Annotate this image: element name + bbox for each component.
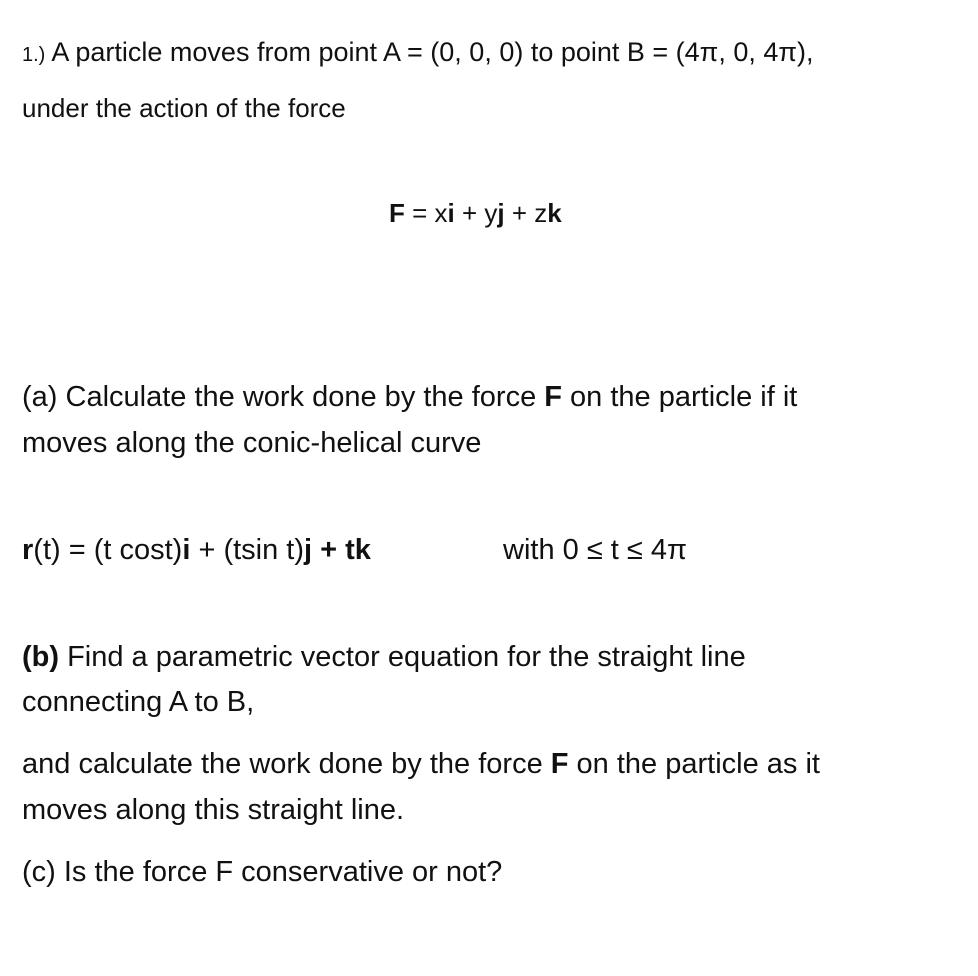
curve-unit-j: j (304, 534, 313, 566)
part-a-text-end: on the particle if it (562, 381, 798, 413)
part-b-line-3 (22, 747, 820, 781)
curve-equation (22, 533, 371, 567)
force-x-term: = x (404, 198, 448, 228)
part-c-question: (c) Is the force F conservative or not? (22, 856, 503, 888)
part-b-text: Find a parametric vector equation for the straight line (59, 641, 746, 673)
part-b-line-1 (22, 640, 746, 674)
part-a-line-2: moves along the conic-helical curve (22, 427, 482, 459)
parameter-range: with 0 ≤ t ≤ 4π (503, 534, 688, 566)
unit-i: i (447, 198, 455, 228)
curve-unit-k: k (354, 534, 371, 566)
curve-term-2: + (tsin t) (190, 534, 305, 566)
curve-term-1: (t) = (t cost) (33, 534, 183, 566)
curve-unit-i: i (182, 534, 191, 566)
problem-intro-line (22, 35, 813, 72)
unit-k: k (547, 198, 562, 228)
force-symbol: F (389, 198, 405, 228)
curve-term-3: + t (312, 534, 355, 566)
part-b-label: (b) (22, 641, 60, 673)
problem-intro-line-2: under the action of the force (22, 93, 346, 123)
unit-j: j (497, 198, 505, 228)
force-formula (389, 196, 562, 230)
part-b-line-4: moves along this straight line. (22, 794, 405, 826)
part-b-line-2: connecting A to B, (22, 686, 255, 718)
part-b-work-start: and calculate the work done by the force (22, 748, 551, 780)
part-b-work-end: on the particle as it (568, 748, 820, 780)
part-a-line-1 (22, 380, 797, 414)
part-a-force-symbol: F (544, 381, 562, 413)
force-y-term: + y (454, 198, 498, 228)
problem-number: 1.) (22, 44, 46, 66)
part-a-text-start: (a) Calculate the work done by the force (22, 381, 545, 413)
part-b-force-symbol: F (550, 748, 569, 780)
curve-r-symbol: r (22, 534, 34, 566)
problem-intro-text: A particle moves from point A = (0, 0, 0) to point B = (4π, 0, 4π), (45, 37, 814, 67)
force-z-term: + z (504, 198, 548, 228)
